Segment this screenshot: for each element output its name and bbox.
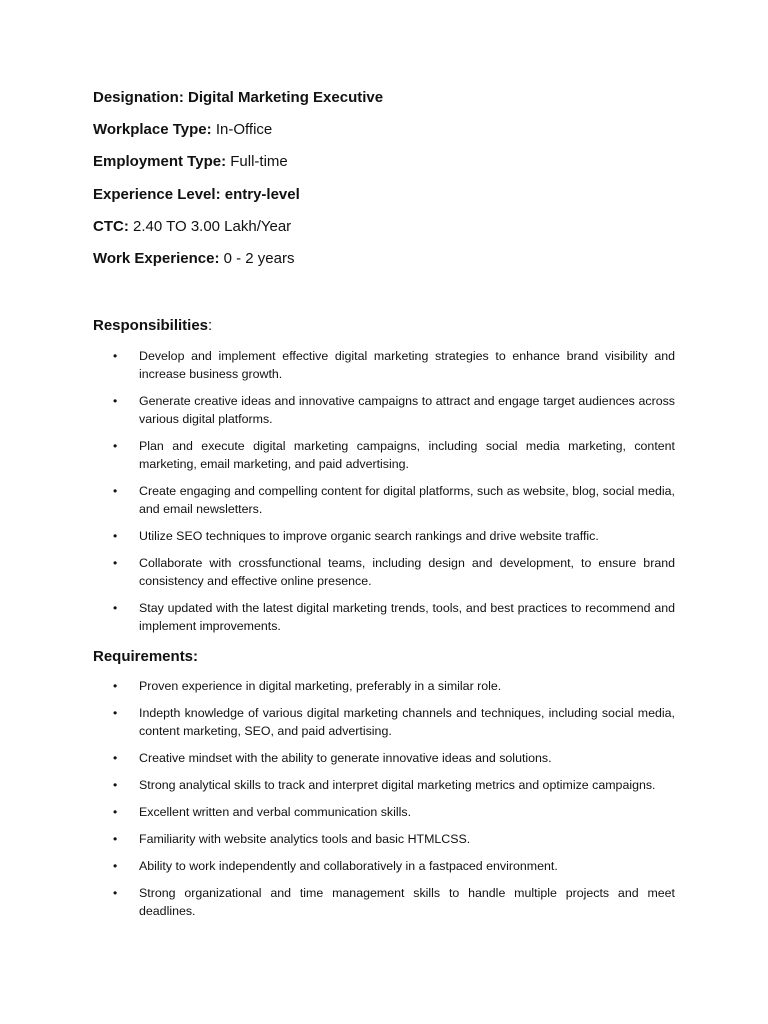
bullet-icon: • <box>113 556 118 570</box>
requirement-text: Creative mindset with the ability to generate innovative ideas and solutions. <box>139 751 552 765</box>
requirements-heading: Requirements: <box>93 648 199 665</box>
responsibilities-colon: : <box>208 317 213 334</box>
list-item <box>113 704 675 740</box>
responsibility-text: Create engaging and compelling content for digital platforms, such as website, blog, social media, and email newsletters. <box>139 484 675 516</box>
responsibility-text: Utilize SEO techniques to improve organic search rankings and drive website traffic. <box>139 529 599 543</box>
bullet-icon: • <box>113 751 118 765</box>
work-experience-label: Work Experience: <box>93 250 220 267</box>
bullet-icon: • <box>113 529 118 543</box>
list-item <box>113 554 675 590</box>
responsibilities-title: Responsibilities <box>93 317 209 334</box>
bullet-icon: • <box>113 805 118 819</box>
bullet-icon: • <box>113 679 118 693</box>
responsibility-text: Generate creative ideas and innovative campaigns to attract and engage target audiences across various digital platforms. <box>139 394 675 426</box>
requirement-text: Ability to work independently and collaboratively in a fastpaced environment. <box>139 859 558 873</box>
responsibilities-list <box>113 347 675 644</box>
bullet-icon: • <box>113 439 118 453</box>
bullet-icon: • <box>113 349 118 363</box>
list-item <box>113 599 675 635</box>
requirement-text: Familiarity with website analytics tools and basic HTMLCSS. <box>139 832 471 846</box>
employment-type-line <box>93 153 288 171</box>
experience-level-line <box>93 186 300 204</box>
employment-type-label: Employment Type: <box>93 153 227 170</box>
requirement-text: Strong analytical skills to track and interpret digital marketing metrics and optimize campaigns. <box>139 778 656 792</box>
work-experience-line <box>93 250 295 268</box>
designation-value: Digital Marketing Executive <box>188 89 384 106</box>
bullet-icon: • <box>113 484 118 498</box>
bullet-icon: • <box>113 859 118 873</box>
list-item <box>113 527 675 545</box>
workplace-type-value: In-Office <box>215 121 273 138</box>
requirement-text: Strong organizational and time management skills to handle multiple projects and meet deadlines. <box>139 886 675 918</box>
bullet-icon: • <box>113 394 118 408</box>
list-item <box>113 830 675 848</box>
list-item <box>113 677 675 695</box>
list-item <box>113 884 675 920</box>
workplace-type-label: Workplace Type: <box>93 121 212 138</box>
bullet-icon: • <box>113 832 118 846</box>
designation-label: Designation: <box>93 89 184 106</box>
bullet-icon: • <box>113 778 118 792</box>
responsibilities-heading <box>93 317 212 335</box>
responsibility-text: Plan and execute digital marketing campaigns, including social media marketing, content marketing, email marketing, and paid advertising. <box>139 439 675 471</box>
employment-type-value: Full-time <box>230 153 288 170</box>
list-item <box>113 482 675 518</box>
list-item <box>113 347 675 383</box>
requirement-text: Excellent written and verbal communication skills. <box>139 805 412 819</box>
bullet-icon: • <box>113 886 118 900</box>
ctc-line <box>93 218 291 236</box>
bullet-icon: • <box>113 706 118 720</box>
ctc-value: 2.40 TO 3.00 Lakh/Year <box>133 218 292 235</box>
work-experience-value: 0 - 2 years <box>223 250 295 267</box>
responsibility-text: Stay updated with the latest digital marketing trends, tools, and best practices to recommend and implement improvements. <box>139 601 675 633</box>
list-item <box>113 749 675 767</box>
list-item <box>113 803 675 821</box>
responsibility-text: Develop and implement effective digital marketing strategies to enhance brand visibility and increase business growth. <box>139 349 675 381</box>
list-item <box>113 392 675 428</box>
requirement-text: Proven experience in digital marketing, preferably in a similar role. <box>139 679 502 693</box>
responsibility-text: Collaborate with crossfunctional teams, including design and development, to ensure brand consistency and effective online presence. <box>139 556 675 588</box>
workplace-type-line <box>93 121 272 139</box>
requirements-list <box>113 677 675 929</box>
designation-line <box>93 89 383 107</box>
list-item <box>113 437 675 473</box>
experience-level-label: Experience Level: <box>93 186 221 203</box>
requirement-text: Indepth knowledge of various digital marketing channels and techniques, including social media, content marketing, SEO, and paid advertising. <box>139 706 675 738</box>
experience-level-value: entry-level <box>224 186 300 203</box>
ctc-label: CTC: <box>93 218 129 235</box>
list-item <box>113 776 675 794</box>
bullet-icon: • <box>113 601 118 615</box>
list-item <box>113 857 675 875</box>
